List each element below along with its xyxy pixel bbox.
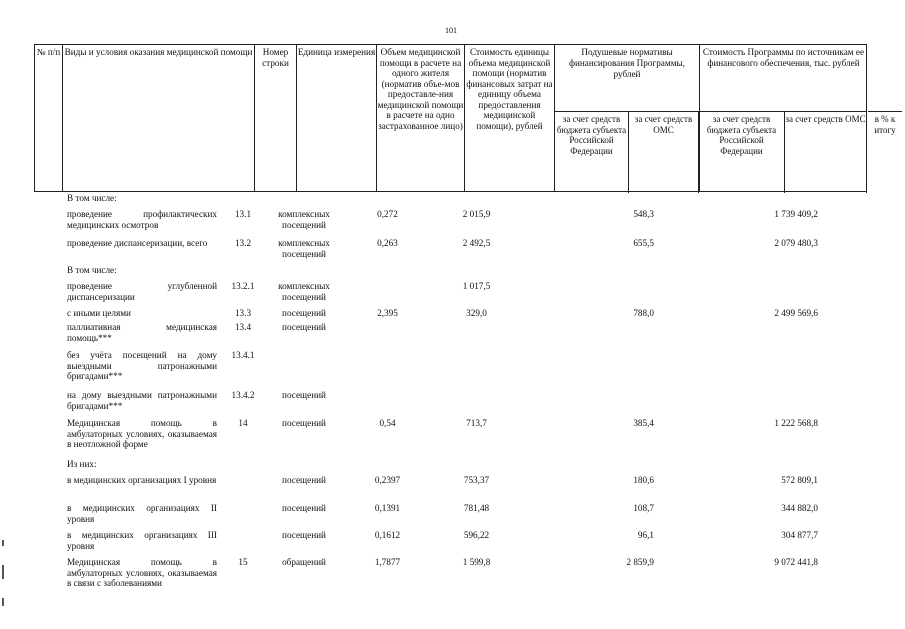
row-norm-oms: 385,4	[633, 418, 654, 428]
row-cost: 1 017,5	[462, 281, 491, 291]
row-norm-oms: 108,7	[633, 503, 654, 513]
row-cost-oms: 2 079 480,3	[774, 238, 818, 248]
row-name: на дому выездными патронажными бригадами***	[67, 390, 217, 411]
row-cost: 781,48	[463, 503, 490, 513]
header-volume: Объем медицинской помощи в расчете на одного жителя (норматив объе-мов предоставле-ния медицинской помощи в расчете на одно застрахованное лицо)	[377, 45, 465, 191]
row-unit: посещений	[282, 530, 326, 540]
row-name: проведение профилактических медицинских осмотров	[67, 209, 217, 230]
header-group-cost: Стоимость Программы по источникам ее финансового обеспечения, тыс. рублей	[702, 47, 865, 68]
row-line: 13.4.2	[231, 390, 255, 400]
row-volume: 0,263	[377, 238, 398, 248]
scan-mark	[2, 540, 4, 546]
row-volume: 1,7877	[374, 557, 401, 567]
row-name: проведение углубленной диспансеризации	[67, 281, 217, 302]
row-volume: 2,395	[377, 308, 398, 318]
row-name: проведение диспансеризации, всего	[67, 238, 208, 248]
scan-mark	[2, 598, 4, 606]
row-unit: посещений	[282, 475, 326, 485]
row-norm-oms: 655,5	[633, 238, 654, 248]
row-name: с иными целями	[67, 308, 131, 318]
row-cost: 329,0	[466, 308, 487, 318]
row-name: в медицинских организациях I уровня	[67, 475, 217, 485]
row-volume: 0,54	[379, 418, 396, 428]
header-cost-oms: за счет средств ОМС	[785, 111, 867, 193]
row-norm-budget: 788,0	[633, 308, 654, 318]
row-cost: 2 015,9	[462, 209, 491, 219]
table-header	[34, 44, 896, 192]
row-line: 14	[238, 418, 248, 428]
row-unit: комплексных посещений	[278, 209, 330, 230]
scan-mark	[2, 565, 4, 579]
header-norm-budget: за счет средств бюджета субъекта Российской Федерации	[555, 111, 629, 193]
row-name: В том числе:	[67, 193, 117, 203]
header-group-norms: Подушевые нормативы финансирования Программы, рублей	[569, 47, 685, 79]
row-name: паллиативная медицинская помощь***	[67, 322, 217, 343]
row-norm-oms: 548,3	[633, 209, 654, 219]
header-cost-pct: в % к итогу	[868, 111, 902, 193]
row-cost: 2 492,5	[462, 238, 491, 248]
row-name: в медицинских организациях II уровня	[67, 503, 217, 524]
header-cost: Стоимость единицы объема медицинской помощи (норматив финансовых затрат на единицу объема предоставления медицинской помощи), рублей	[465, 45, 555, 191]
row-unit: комплексных посещений	[278, 238, 330, 259]
row-unit: посещений	[282, 418, 326, 428]
row-cost-oms: 572 809,1	[781, 475, 818, 485]
row-volume: 0,1612	[374, 530, 401, 540]
row-norm-oms: 180,6	[633, 475, 654, 485]
row-name: в медицинских организациях III уровня	[67, 530, 217, 551]
row-volume: 0,1391	[374, 503, 401, 513]
row-line: 13.4	[234, 322, 252, 332]
row-unit: посещений	[282, 308, 326, 318]
row-line: 13.2	[234, 238, 252, 248]
header-name: Виды и условия оказания медицинской помощи	[63, 45, 255, 191]
row-unit: посещений	[282, 390, 326, 400]
row-volume: 0,272	[377, 209, 398, 219]
row-line: 15	[238, 557, 248, 567]
row-norm-oms: 2 859,9	[626, 557, 654, 567]
row-unit: комплексных посещений	[278, 281, 330, 302]
row-cost: 1 599,8	[462, 557, 491, 567]
row-cost-oms: 1 222 568,8	[774, 418, 818, 428]
header-cost-budget: за счет средств бюджета субъекта Российской Федерации	[699, 111, 785, 193]
header-unit: Единица измерения	[297, 45, 377, 191]
row-cost: 713,7	[466, 418, 487, 428]
row-name: Медицинская помощь в амбулаторных условиях, оказываемая в неотложной форме	[67, 418, 217, 449]
row-line: 13.4.1	[231, 350, 255, 360]
header-num: № п/п	[35, 45, 63, 191]
row-cost-oms: 2 499 569,6	[774, 308, 818, 318]
row-unit: посещений	[282, 503, 326, 513]
row-volume: 0,2397	[374, 475, 401, 485]
row-name: В том числе:	[67, 265, 117, 275]
row-cost-oms: 344 882,0	[781, 503, 818, 513]
row-name: Из них:	[67, 459, 97, 469]
row-cost-oms: 1 739 409,2	[774, 209, 818, 219]
row-line: 13.3	[234, 308, 252, 318]
row-cost-oms: 9 072 441,8	[774, 557, 818, 567]
row-name: без учёта посещений на дому выездными патронажными бригадами***	[67, 350, 217, 381]
row-cost-oms: 304 877,7	[781, 530, 818, 540]
row-line: 13.1	[234, 209, 252, 219]
row-unit: обращений	[282, 557, 326, 567]
row-cost: 753,37	[463, 475, 490, 485]
header-norm-oms: за счет средств ОМС	[629, 111, 699, 193]
header-line: Номер строки	[255, 45, 297, 191]
row-name: Медицинская помощь в амбулаторных условиях, оказываемая в связи с заболеваниями	[67, 557, 217, 588]
page-number: 101	[445, 26, 457, 35]
row-unit: посещений	[282, 322, 326, 332]
row-cost: 596,22	[463, 530, 490, 540]
row-norm-oms: 96,1	[637, 530, 654, 540]
row-line: 13.2.1	[231, 281, 255, 291]
